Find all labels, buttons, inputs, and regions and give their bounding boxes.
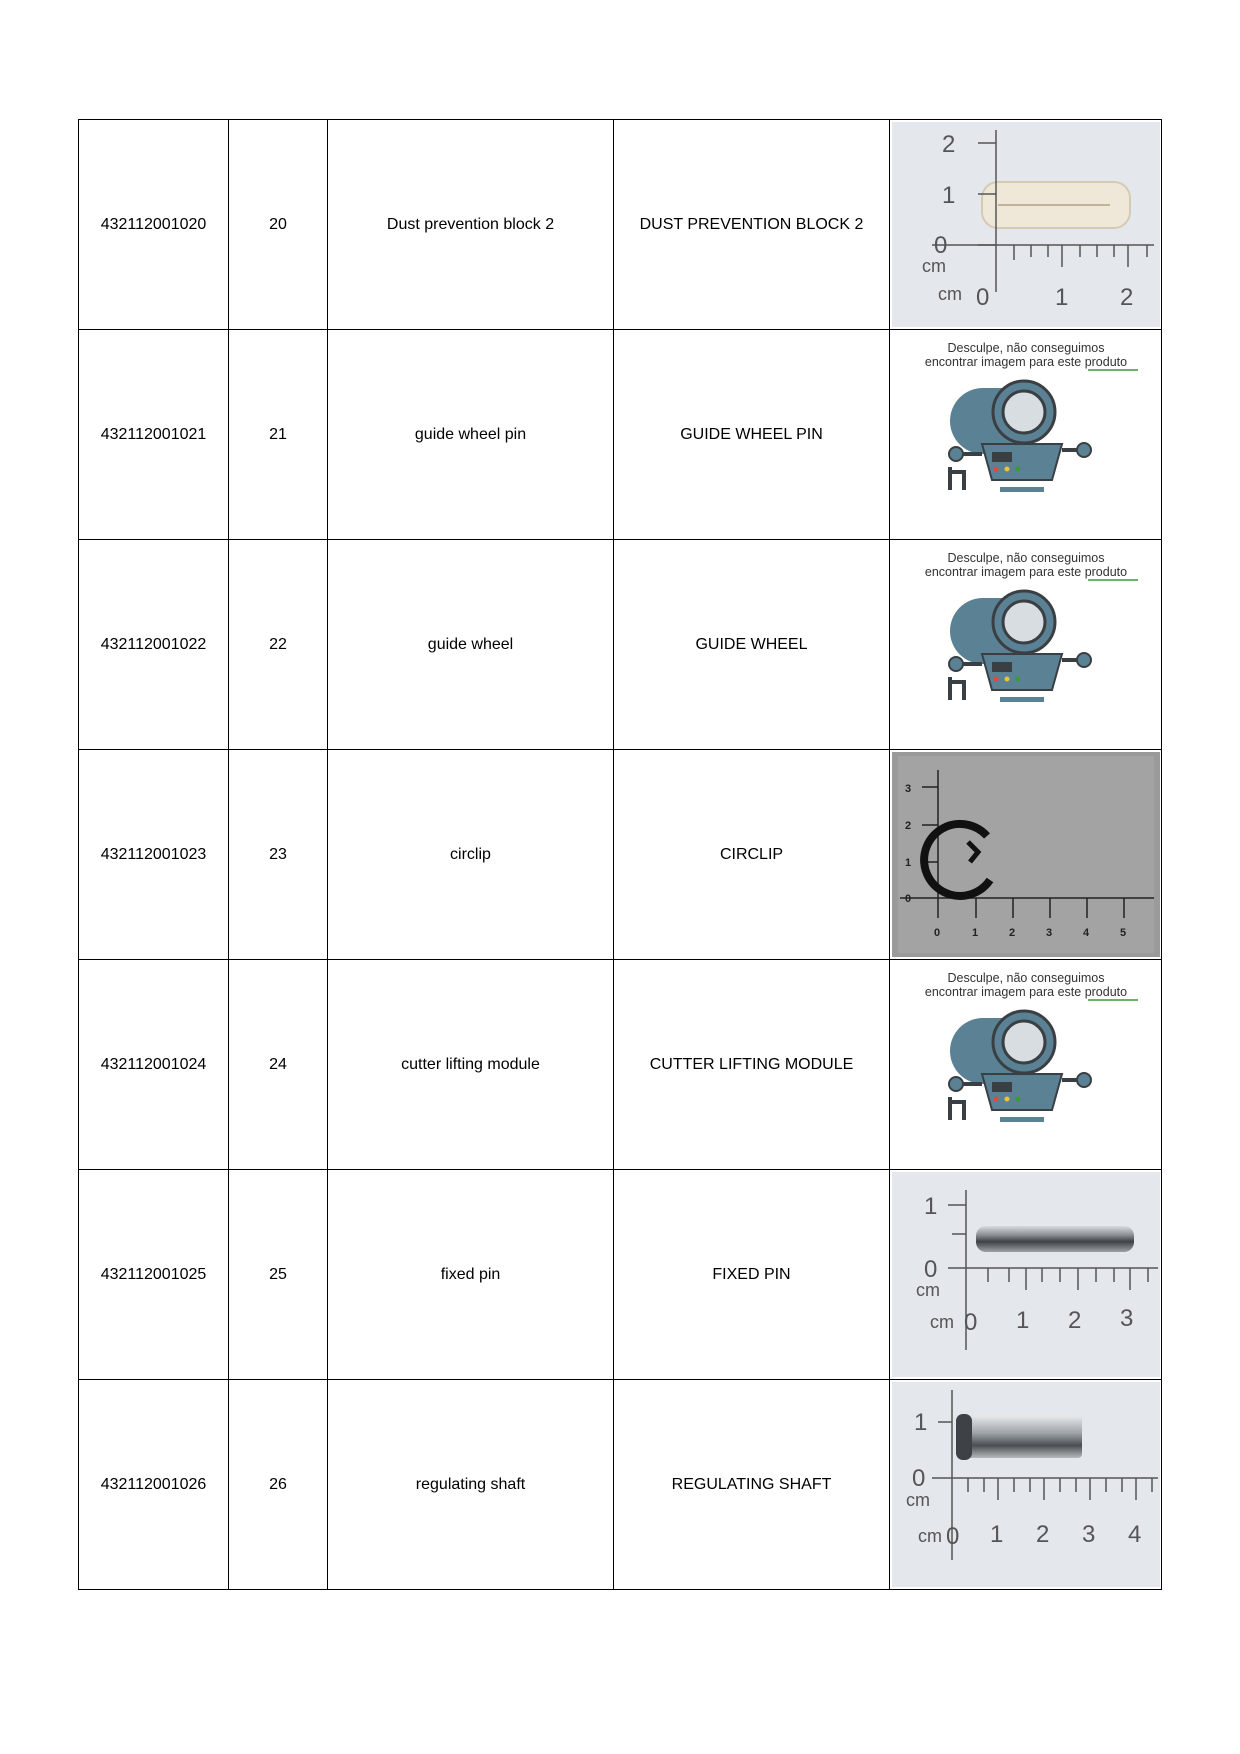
scale-unit-label: cm	[915, 1280, 940, 1300]
table-row	[79, 960, 1162, 1170]
scale-tick-label: 0	[911, 1465, 925, 1492]
scale-tick-label: 1	[913, 1409, 927, 1436]
placeholder-line1: Desculpe, não conseguimos	[946, 971, 1105, 985]
part-name-upper: REGULATING SHAFT	[614, 1380, 890, 1590]
part-code: 432112001025	[79, 1170, 229, 1380]
scale-tick-label: 2	[904, 820, 911, 832]
part-name: guide wheel pin	[328, 330, 614, 540]
part-name-upper: DUST PREVENTION BLOCK 2	[614, 120, 890, 330]
scale-tick-label: 1	[989, 1521, 1003, 1548]
scale-unit-label: cm	[905, 1490, 930, 1510]
table-row	[79, 120, 1162, 330]
scale-tick-label: 1	[904, 857, 911, 869]
part-name: regulating shaft	[328, 1380, 614, 1590]
part-name: circlip	[328, 750, 614, 960]
scale-tick-label: 0	[904, 893, 911, 905]
position-number: 21	[229, 330, 328, 540]
part-image-cell	[890, 750, 1162, 960]
scale-tick-label: 1	[941, 182, 955, 209]
part-code: 432112001020	[79, 120, 229, 330]
position-number: 20	[229, 120, 328, 330]
table-row	[79, 540, 1162, 750]
part-image-cell	[890, 1170, 1162, 1380]
part-image-cell	[890, 540, 1162, 750]
scale-tick-label: 4	[1127, 1521, 1141, 1548]
scale-tick-label: 0	[975, 284, 989, 311]
position-number: 22	[229, 540, 328, 750]
scale-tick-label: 1	[1015, 1307, 1029, 1334]
scale-tick-label: 1	[1054, 284, 1068, 311]
robot-magnifier-icon	[949, 1011, 1091, 1122]
scale-tick-label: 3	[1119, 1305, 1133, 1332]
part-code: 432112001023	[79, 750, 229, 960]
part-image-cell	[890, 330, 1162, 540]
position-number: 26	[229, 1380, 328, 1590]
scale-tick-label: 1	[923, 1193, 937, 1220]
placeholder-line2: encontrar imagem para este produto	[924, 565, 1127, 579]
part-name: guide wheel	[328, 540, 614, 750]
position-number: 23	[229, 750, 328, 960]
dust-block-photo	[892, 122, 1160, 327]
part-name: fixed pin	[328, 1170, 614, 1380]
position-number: 24	[229, 960, 328, 1170]
part-name: cutter lifting module	[328, 960, 614, 1170]
table-row	[79, 750, 1162, 960]
scale-tick-label: 0	[963, 1309, 977, 1336]
scale-tick-label: 2	[941, 131, 955, 158]
scale-tick-label: 1	[971, 927, 978, 939]
placeholder-line1: Desculpe, não conseguimos	[946, 551, 1105, 565]
scale-tick-label: 0	[933, 927, 940, 939]
scale-tick-label: 0	[933, 232, 947, 259]
scale-tick-label: 3	[904, 783, 911, 795]
scale-unit-label: cm	[929, 1312, 954, 1332]
scale-tick-label: 3	[1045, 927, 1052, 939]
scale-unit-label: cm	[921, 256, 946, 276]
part-image-cell	[890, 120, 1162, 330]
regulating-shaft-photo	[892, 1382, 1160, 1587]
part-image-cell	[890, 1380, 1162, 1590]
scale-tick-label: 0	[923, 1256, 937, 1283]
part-code: 432112001024	[79, 960, 229, 1170]
no-image-placeholder	[892, 542, 1160, 747]
part-name-upper: GUIDE WHEEL	[614, 540, 890, 750]
no-image-placeholder	[892, 962, 1160, 1167]
part-name-upper: FIXED PIN	[614, 1170, 890, 1380]
scale-tick-label: 2	[1035, 1521, 1049, 1548]
part-name-upper: CIRCLIP	[614, 750, 890, 960]
scale-tick-label: 4	[1082, 927, 1089, 939]
fixed-pin-photo	[892, 1172, 1160, 1377]
placeholder-line2: encontrar imagem para este produto	[924, 355, 1127, 369]
placeholder-line2: encontrar imagem para este produto	[924, 985, 1127, 999]
scale-tick-label: 2	[1067, 1307, 1081, 1334]
scale-unit-label: cm	[917, 1526, 942, 1546]
robot-magnifier-icon	[949, 381, 1091, 492]
circlip-photo	[892, 752, 1160, 957]
no-image-placeholder	[892, 332, 1160, 537]
part-image-cell	[890, 960, 1162, 1170]
scale-tick-label: 2	[1008, 927, 1015, 939]
scale-tick-label: 2	[1119, 284, 1133, 311]
part-name-upper: GUIDE WHEEL PIN	[614, 330, 890, 540]
part-code: 432112001021	[79, 330, 229, 540]
table-row	[79, 330, 1162, 540]
placeholder-line1: Desculpe, não conseguimos	[946, 341, 1105, 355]
part-code: 432112001026	[79, 1380, 229, 1590]
scale-tick-label: 5	[1119, 927, 1126, 939]
part-name-upper: CUTTER LIFTING MODULE	[614, 960, 890, 1170]
table-row	[79, 1380, 1162, 1590]
scale-unit-label: cm	[937, 284, 962, 304]
robot-magnifier-icon	[949, 591, 1091, 702]
part-name: Dust prevention block 2	[328, 120, 614, 330]
position-number: 25	[229, 1170, 328, 1380]
table-row	[79, 1170, 1162, 1380]
part-code: 432112001022	[79, 540, 229, 750]
parts-table	[78, 119, 1162, 1590]
scale-tick-label: 3	[1081, 1521, 1095, 1548]
scale-tick-label: 0	[945, 1523, 959, 1550]
